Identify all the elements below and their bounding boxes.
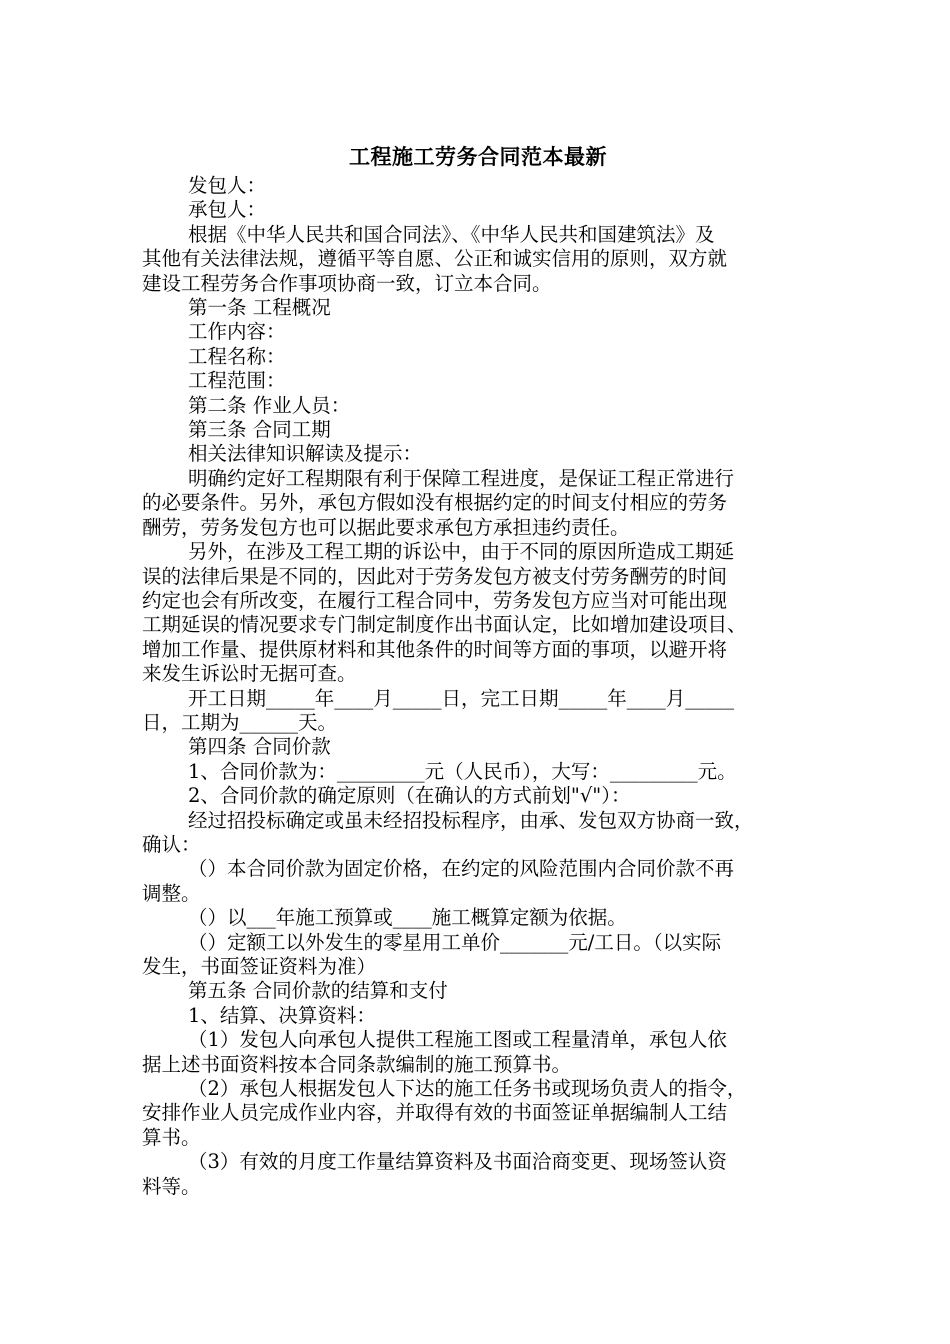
paragraph — [142, 223, 814, 296]
paragraph — [142, 979, 814, 1003]
text-line: 发包人： — [188, 174, 267, 197]
text-line: 据上述书面资料按本合同条款编制的施工预算书。 — [142, 1052, 572, 1076]
paragraph — [142, 320, 814, 344]
text-line: 另外，在涉及工程工期的诉讼中，由于不同的原因所造成工期延 — [188, 540, 735, 564]
paragraph — [142, 418, 814, 442]
text-line: 第五条 合同价款的结算和支付 — [188, 979, 448, 1003]
text-line: 安排作业人员完成作业内容，并取得有效的书面签证单据编制人工结 — [142, 1101, 728, 1125]
text-line: （）本合同价款为固定价格，在约定的风险范围内合同价款不再 — [188, 857, 735, 881]
text-line: 算书。 — [142, 1125, 201, 1149]
text-line: 第二条 作业人员： — [188, 393, 351, 417]
paragraph — [142, 1028, 814, 1077]
paragraph — [142, 394, 814, 418]
text-line: 约定也会有所改变，在履行工程合同中，劳务发包方应当对可能出现 — [142, 588, 728, 612]
paragraph — [142, 906, 814, 930]
text-line: 开工日期_____年____月_____日，完工日期_____年____月_____ — [188, 686, 735, 710]
text-line: 工程范围： — [188, 369, 286, 393]
paragraph — [142, 467, 814, 540]
paragraph — [142, 540, 814, 686]
text-line: 第三条 合同工期 — [188, 418, 331, 442]
paragraph — [142, 1077, 814, 1150]
text-line: （）以___年施工预算或____施工概算定额为依据。 — [188, 906, 627, 930]
text-line: 确认： — [142, 832, 201, 856]
paragraph — [142, 809, 814, 858]
paragraph — [142, 174, 814, 198]
text-line: 经过招投标确定或虽未经招投标程序，由承、发包双方协商一致， — [188, 808, 754, 832]
text-line: 第一条 工程概况 — [188, 296, 331, 320]
text-line: 建设工程劳务合作事项协商一致，订立本合同。 — [142, 271, 552, 295]
text-line: （1）发包人向承包人提供工程施工图或工程量清单，承包人依 — [188, 1028, 727, 1052]
document-body — [142, 174, 814, 1199]
text-line: 增加工作量、提供原材料和其他条件的时间等方面的事项，以避开将 — [142, 637, 728, 661]
text-line: 的必要条件。另外，承包方假如没有根据约定的时间支付相应的劳务 — [142, 491, 728, 515]
text-line: （2）承包人根据发包人下达的施工任务书或现场负责人的指令， — [188, 1077, 747, 1101]
text-line: （3）有效的月度工作量结算资料及书面洽商变更、现场签认资 — [188, 1150, 727, 1174]
paragraph — [142, 857, 814, 906]
paragraph — [142, 296, 814, 320]
text-line: 工作内容： — [188, 320, 286, 344]
paragraph — [142, 442, 814, 466]
text-line: 误的法律后果是不同的，因此对于劳务发包方被支付劳务酬劳的时间 — [142, 564, 728, 588]
text-line: 发生，书面签证资料为准） — [142, 955, 377, 978]
text-line: 工期延误的情况要求专门制定制度作出书面认定，比如增加建设项目、 — [142, 613, 747, 637]
text-line: 第四条 合同价款 — [188, 735, 331, 759]
text-line: 1、合同价款为：_________元（人民币），大写：_________元。 — [188, 759, 737, 783]
paragraph — [142, 198, 814, 222]
text-line: 明确约定好工程期限有利于保障工程进度，是保证工程正常进行 — [188, 466, 735, 490]
paragraph — [142, 760, 814, 784]
paragraph — [142, 931, 814, 980]
paragraph — [142, 735, 814, 759]
paragraph — [142, 345, 814, 369]
text-line: 相关法律知识解读及提示： — [188, 442, 423, 466]
text-line: 工程名称： — [188, 344, 286, 368]
paragraph — [142, 687, 814, 736]
document-title: 工程施工劳务合同范本最新 — [349, 144, 607, 169]
paragraph — [142, 784, 814, 808]
text-line: 根据《中华人民共和国合同法》、《中华人民共和国建筑法》及 — [188, 222, 715, 246]
text-line: 承包人： — [188, 198, 267, 222]
document-page — [142, 140, 814, 1199]
text-line: 来发生诉讼时无据可查。 — [142, 662, 357, 686]
text-line: 料等。 — [142, 1174, 201, 1198]
text-line: 其他有关法律法规，遵循平等自愿、公正和诚实信用的原则，双方就 — [142, 247, 728, 271]
paragraph — [142, 1150, 814, 1199]
paragraph — [142, 369, 814, 393]
text-line: 2、合同价款的确定原则（在确认的方式前划"√"）： — [188, 784, 631, 808]
text-line: 酬劳，劳务发包方也可以据此要求承包方承担违约责任。 — [142, 515, 630, 539]
paragraph — [142, 1004, 814, 1028]
text-line: 1、结算、决算资料： — [188, 1003, 376, 1027]
text-line: 调整。 — [142, 881, 201, 905]
text-line: 日，工期为______天。 — [142, 710, 338, 734]
text-line: （）定额工以外发生的零星用工单价_______元/工日。（以实际 — [188, 930, 722, 954]
